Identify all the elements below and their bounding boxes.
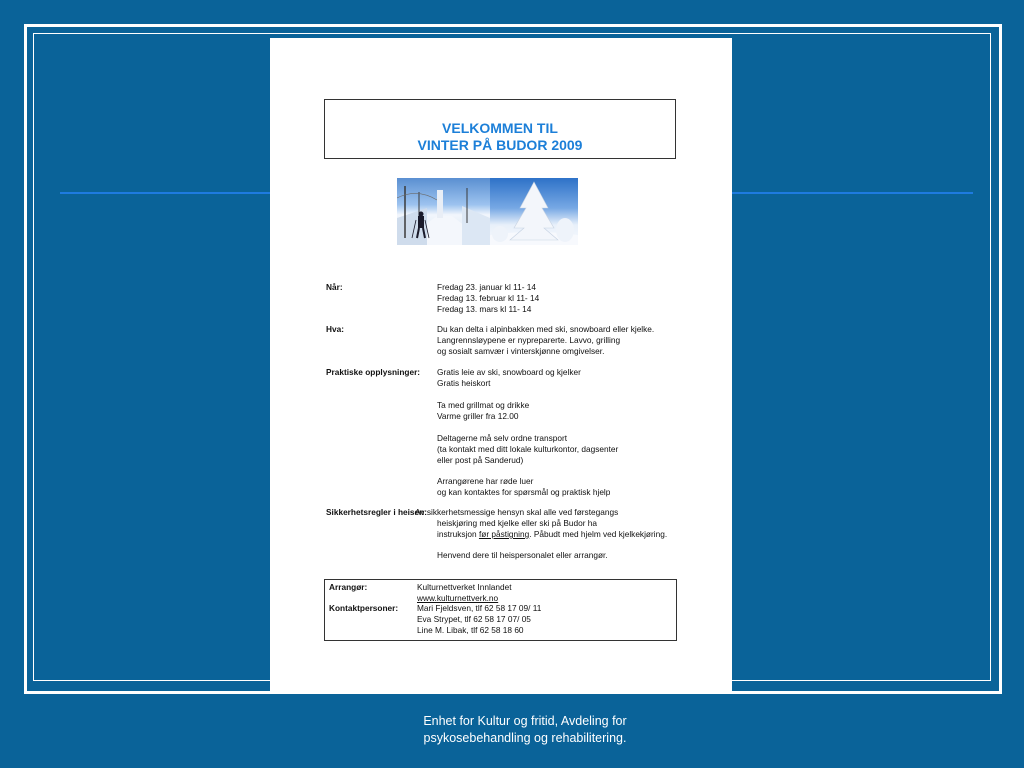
praktisk-line-2: Gratis heiskort	[437, 378, 491, 388]
kontakt-line-1: Mari Fjeldsven, tlf 62 58 17 09/ 11	[417, 603, 542, 613]
praktisk-line-9: og kan kontaktes for spørsmål og praktisk hjelp	[437, 487, 611, 497]
info-box	[324, 579, 677, 641]
photo-snowy-tree	[490, 178, 578, 245]
sikkerhet-line-3-post: . Påbudt med hjelm ved kjelkekjøring.	[529, 529, 668, 539]
footer-line-2: psykosebehandling og rehabilitering.	[423, 731, 627, 745]
praktisk-line-8: Arrangørene har røde luer	[437, 476, 534, 486]
hva-line-2: Langrennsløypene er nypreparerte. Lavvo, grilling	[437, 335, 621, 345]
naar-line-3: Fredag 13. mars kl 11- 14	[437, 304, 532, 314]
sikkerhet-line-3-pre: instruksjon	[437, 529, 479, 539]
praktisk-line-3: Ta med grillmat og drikke	[437, 400, 530, 410]
naar-line-2: Fredag 13. februar kl 11- 14	[437, 293, 540, 303]
sikkerhet-line-3-underlined: før påstigning	[478, 529, 530, 539]
label-arrangor: Arrangør:	[329, 582, 368, 592]
sikkerhet-line-1: Av sikkerhetsmessige hensyn skal alle ved førstegangs	[415, 507, 619, 517]
praktisk-line-1: Gratis leie av ski, snowboard og kjelker	[437, 367, 581, 377]
footer-line-1: Enhet for Kultur og fritid, Avdeling for	[423, 714, 627, 728]
praktisk-line-5: Deltagerne må selv ordne transport	[437, 433, 568, 443]
title-box	[324, 99, 676, 159]
hva-line-1: Du kan delta i alpinbakken med ski, snowboard eller kjelke.	[437, 324, 655, 334]
photo-skier	[397, 178, 490, 245]
label-kontakt: Kontaktpersoner:	[329, 603, 399, 613]
sikkerhet-line-3	[437, 529, 667, 540]
title-line-2: VINTER PÅ BUDOR 2009	[417, 137, 583, 153]
kontakt-line-2: Eva Strypet, tlf 62 58 17 07/ 05	[417, 614, 531, 624]
skier-illustration	[397, 178, 490, 245]
sikkerhet-line-2: heiskjøring med kjelke eller ski på Budor ha	[437, 518, 598, 528]
snowy-tree-illustration	[490, 178, 578, 245]
label-hva: Hva:	[326, 324, 344, 334]
naar-line-1: Fredag 23. januar kl 11- 14	[437, 282, 537, 292]
document-page	[270, 38, 732, 692]
footer-caption	[380, 713, 670, 747]
label-naar: Når:	[326, 282, 343, 292]
arrangor-value: Kulturnettverket Innlandet	[417, 582, 512, 592]
website-link[interactable]: www.kulturnettverk.no	[417, 593, 499, 603]
praktisk-line-7: eller post på Sanderud)	[437, 455, 524, 465]
kontakt-line-3: Line M. Libak, tlf 62 58 18 60	[417, 625, 524, 635]
label-sikkerhet: Sikkerhetsregler i heisen:	[326, 507, 427, 517]
title-line-1: VELKOMMEN TIL	[442, 120, 558, 136]
hva-line-3: og sosialt samvær i vinterskjønne omgivelser.	[437, 346, 605, 356]
praktisk-line-6: (ta kontakt med ditt lokale kulturkontor, dagsenter	[437, 444, 619, 454]
sikkerhet-last: Henvend dere til heispersonalet eller arrangør.	[437, 550, 608, 560]
praktisk-line-4: Varme griller fra 12.00	[437, 411, 519, 421]
label-praktiske: Praktiske opplysninger:	[326, 367, 421, 377]
